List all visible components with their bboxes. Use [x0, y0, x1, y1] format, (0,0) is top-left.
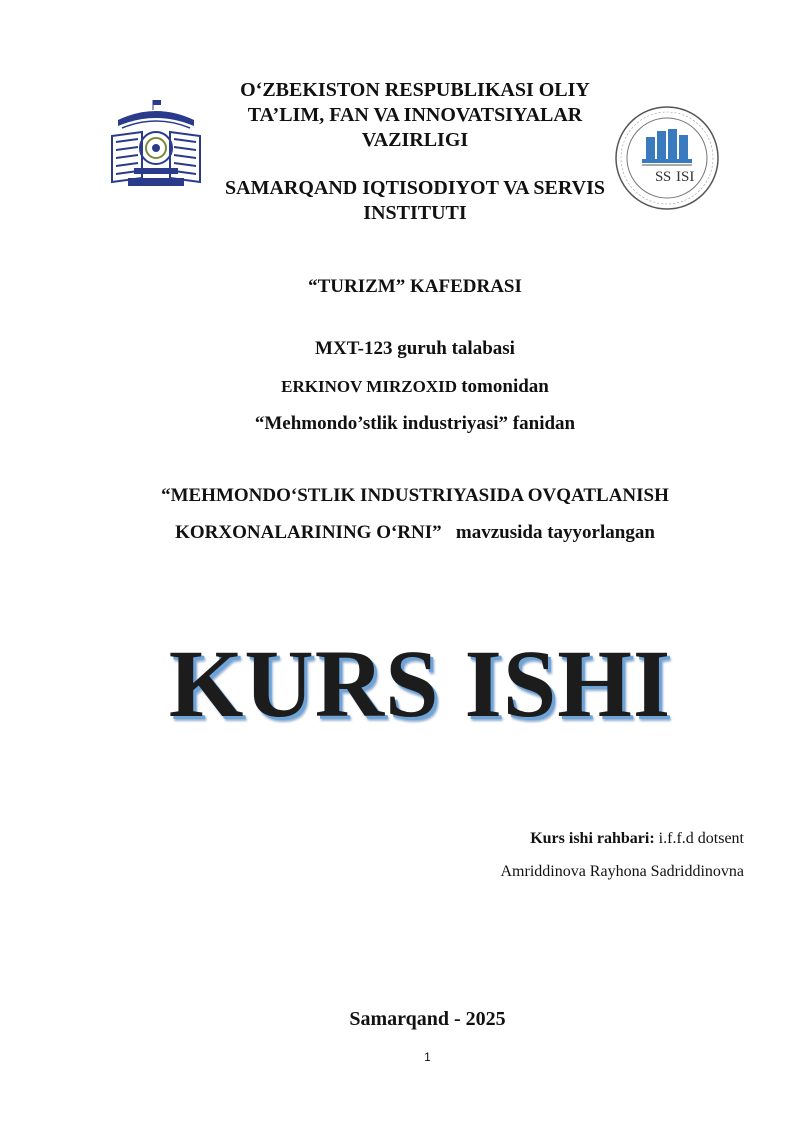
student-name: ERKINOV MIRZOXID: [281, 377, 457, 396]
institute-name: SAMARQAND IQTISODIYOT VA SERVIS INSTITUTI: [225, 177, 605, 224]
topic-line-2: [60, 522, 770, 544]
student-line: [200, 376, 630, 398]
svg-text:ISI: ISI: [676, 169, 695, 185]
by-word: tomonidan: [461, 376, 549, 397]
topic-line-1: “MEHMONDO‘STLIK INDUSTRIYASIDA OVQATLANISH: [161, 485, 669, 506]
supervisor-position: i.f.f.d dotsent: [658, 830, 744, 847]
topic-line-2-rest: mavzusida tayyorlangan: [455, 522, 655, 543]
student-group-line: MXT-123 guruh talabasi: [315, 338, 515, 359]
topic-line-2-bold: KORXONALARINING O‘RNI”: [175, 522, 442, 543]
ministry-emblem-icon: [108, 98, 204, 190]
svg-text:S: S: [655, 169, 664, 185]
supervisor-line: [530, 830, 744, 848]
svg-text:S: S: [662, 169, 672, 185]
supervisor-name: Amriddinova Rayhona Sadriddinovna: [500, 863, 744, 880]
city-year: Samarqand - 2025: [349, 1008, 506, 1030]
ministry-name: O‘ZBEKISTON RESPUBLIKASI OLIY TA’LIM, FAN VA INNOVATSIYALAR VAZIRLIGI: [240, 79, 590, 151]
supervisor-label: Kurs ishi rahbari:: [530, 830, 655, 847]
department-name: “TURIZM” KAFEDRASI: [308, 276, 522, 297]
document-title: KURS ISHI: [168, 630, 672, 737]
subject-line: “Mehmondo’stlik industriyasi” fanidan: [254, 413, 576, 434]
page-number: 1: [424, 1050, 431, 1064]
